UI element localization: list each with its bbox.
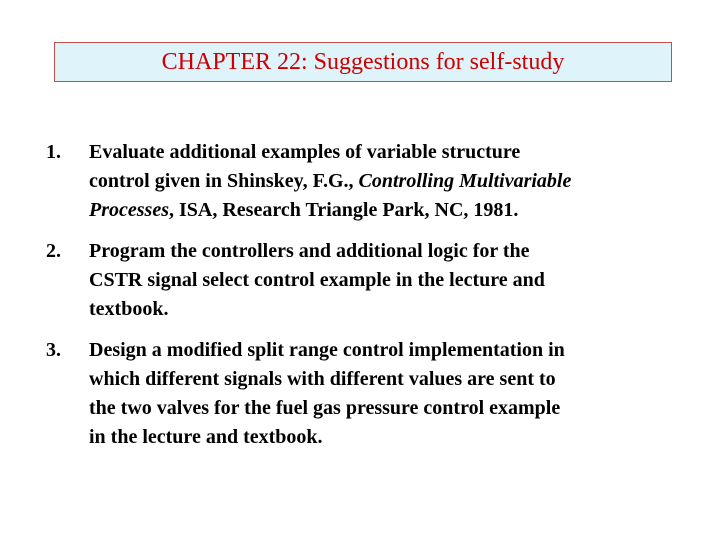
suggestion-list	[46, 138, 686, 452]
item-line: in the lecture and textbook.	[89, 426, 323, 448]
list-item-3	[46, 336, 686, 452]
book-title: Processes	[89, 199, 169, 221]
item-line	[89, 167, 686, 196]
book-title: Controlling Multivariable	[358, 170, 572, 192]
item-text-run: control given in Shinskey, F.G.,	[89, 170, 359, 192]
item-number: 2.	[46, 240, 61, 262]
item-line: Evaluate additional examples of variable structure	[89, 141, 521, 163]
item-text	[89, 237, 686, 324]
item-text	[89, 336, 686, 452]
item-line: the two valves for the fuel gas pressure control example	[89, 397, 561, 419]
page-title: CHAPTER 22: Suggestions for self-study	[161, 48, 565, 75]
item-line: which different signals with different values are sent to	[89, 368, 556, 390]
item-number: 1.	[46, 141, 61, 163]
title-box	[54, 42, 672, 82]
item-text-run: , ISA, Research Triangle Park, NC, 1981.	[168, 199, 519, 221]
list-item-2	[46, 237, 686, 324]
list-item-1	[46, 138, 686, 225]
item-line: Program the controllers and additional logic for the	[89, 240, 530, 262]
item-number: 3.	[46, 339, 61, 361]
item-text	[89, 138, 686, 225]
item-line	[89, 196, 686, 225]
item-line: textbook.	[89, 298, 169, 320]
item-line: Design a modified split range control implementation in	[89, 339, 565, 361]
item-line: CSTR signal select control example in the lecture and	[89, 269, 545, 291]
